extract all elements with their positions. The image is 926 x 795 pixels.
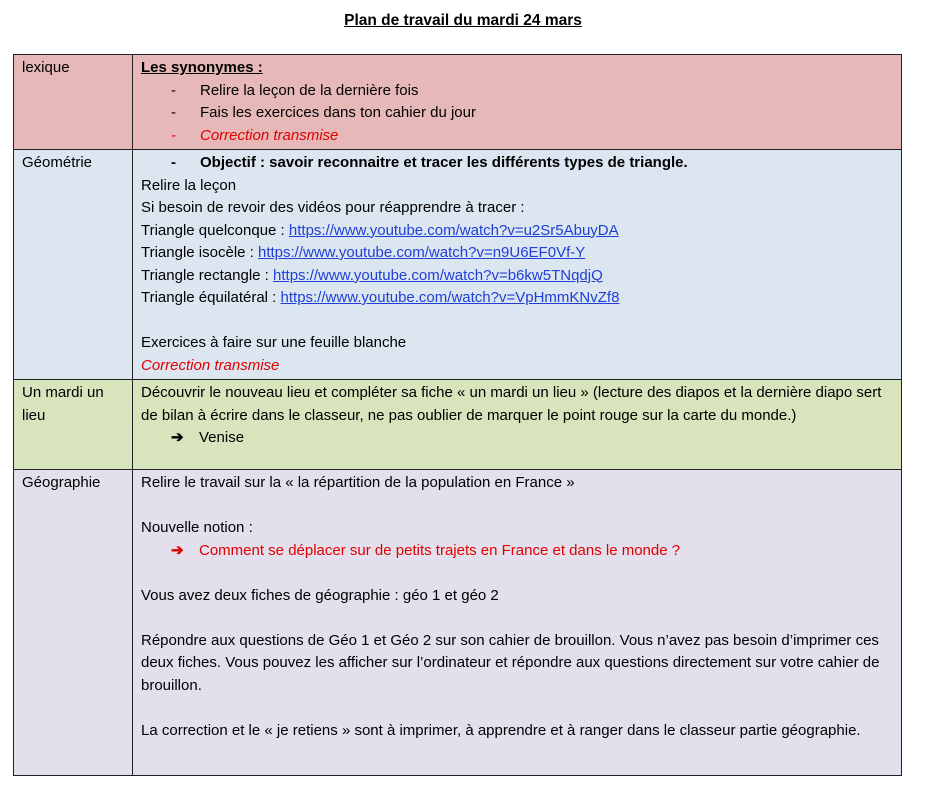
video-link[interactable]: https://www.youtube.com/watch?v=b6kw5TNqdjQ — [273, 266, 603, 284]
correction-note: - Correction transmise — [141, 125, 893, 148]
arrow-line: ➔ Venise — [141, 427, 893, 450]
text-line: Si besoin de revoir des vidéos pour réapprendre à tracer : — [141, 199, 525, 216]
subject-cell: Un mardi un lieu — [14, 380, 133, 470]
content-cell — [133, 150, 902, 380]
video-line: Triangle rectangle : https://www.youtube.com/watch?v=b6kw5TNqdjQ — [141, 266, 603, 284]
text-paragraph: Vous avez deux fiches de géographie : géo 1 et géo 2 — [141, 586, 499, 604]
objective: - Objectif : savoir reconnaitre et tracer les différents types de triangle. — [141, 152, 893, 175]
video-link[interactable]: https://www.youtube.com/watch?v=n9U6EF0Vf-Y — [258, 244, 586, 261]
correction-note: Correction transmise — [141, 356, 280, 374]
row-geographie — [14, 470, 902, 776]
text-line: Relire la leçon — [141, 176, 237, 194]
row-un-mardi-un-lieu — [14, 380, 902, 470]
video-line: Triangle équilatéral : https://www.youtube.com/watch?v=VpHmmKNvZf8 — [141, 289, 620, 306]
text-line: Exercices à faire sur une feuille blanche — [141, 334, 407, 351]
subject-cell: Géographie — [14, 470, 133, 776]
arrow-icon: ➔ — [171, 429, 184, 446]
row-lexique — [14, 55, 902, 150]
video-link[interactable]: https://www.youtube.com/watch?v=u2Sr5AbuyDA — [288, 221, 619, 239]
text-paragraph: Relire le travail sur la « la répartition de la population en France » — [141, 474, 575, 491]
text-paragraph: Découvrir le nouveau lieu et compléter sa fiche « un mardi un lieu » (lecture des diapos et la dernière diapo sert de bilan à écrire dans le classeur, ne pas oublier de marquer le point rouge sur la carte du monde.) — [141, 384, 882, 424]
list-item: - Relire la leçon de la dernière fois — [141, 80, 893, 103]
video-link[interactable]: https://www.youtube.com/watch?v=VpHmmKNvZf8 — [280, 289, 620, 306]
section-heading: Les synonymes : — [141, 59, 263, 76]
arrow-line: ➔ Comment se déplacer sur de petits trajets en France et dans le monde ? — [141, 540, 893, 563]
text-paragraph: Nouvelle notion : — [141, 519, 253, 536]
text-paragraph: Répondre aux questions de Géo 1 et Géo 2 sur son cahier de brouillon. Vous n’avez pas besoin d’imprimer ces deux fiches. Vous pouvez les afficher sur l’ordinateur et répondre aux questions directement sur votre cahier de brouillon. — [141, 631, 880, 694]
video-line: Triangle isocèle : https://www.youtube.com/watch?v=n9U6EF0Vf-Y — [141, 244, 586, 261]
work-plan-table — [13, 54, 902, 776]
list-item: - Fais les exercices dans ton cahier du jour — [141, 102, 893, 125]
content-cell — [133, 380, 902, 470]
content-cell — [133, 55, 902, 150]
arrow-icon: ➔ — [171, 541, 184, 559]
video-line: Triangle quelconque : https://www.youtube.com/watch?v=u2Sr5AbuyDA — [141, 221, 619, 239]
row-geometrie — [14, 150, 902, 380]
text-paragraph: La correction et le « je retiens » sont à imprimer, à apprendre et à ranger dans le classeur partie géographie. — [141, 721, 861, 739]
subject-cell: lexique — [14, 55, 133, 150]
subject-cell: Géométrie — [14, 150, 133, 380]
content-cell — [133, 470, 902, 776]
page-title: Plan de travail du mardi 24 mars — [344, 12, 582, 29]
